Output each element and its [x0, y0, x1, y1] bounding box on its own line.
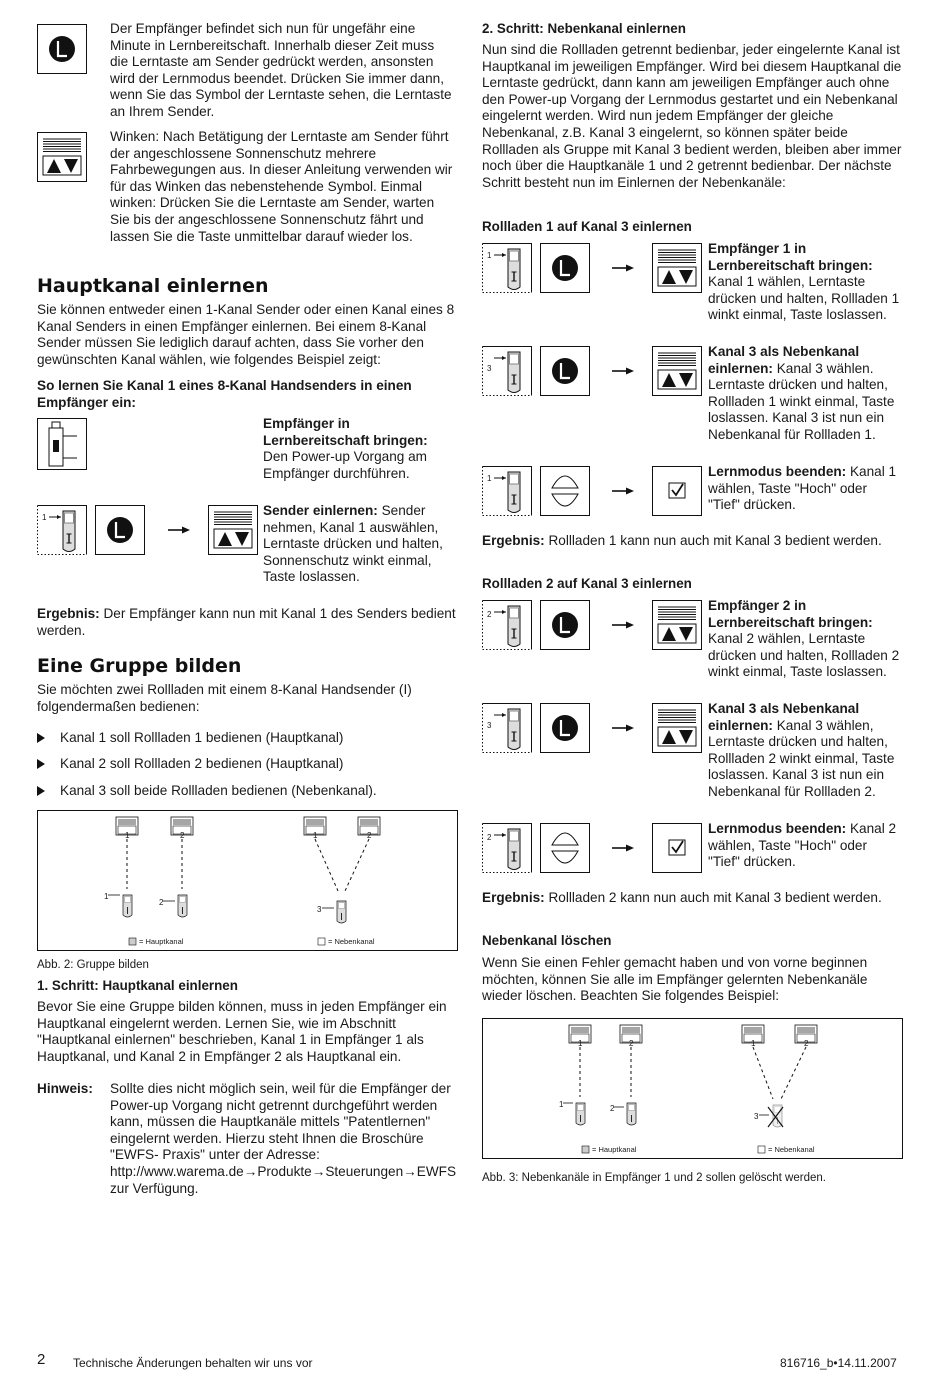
- delete-paragraph: Wenn Sie einen Fehler gemacht haben und von vorne beginnen möchten, können Sie alle im Empfänger gelernten Nebenkanäle wieder löschen. Beachten Sie folgendes Beispiel:: [482, 955, 868, 1004]
- channel-label: 3: [487, 364, 492, 373]
- arrow-icon: [612, 487, 634, 495]
- result-paragraph: Ergebnis: Der Empfänger kann nun mit Kanal 1 des Senders bedient werden.: [37, 606, 456, 638]
- arrow-icon: [612, 844, 634, 852]
- delete-heading: Nebenkanal löschen: [482, 933, 612, 948]
- receiver-device-icon: [37, 418, 87, 470]
- wink-icon: [652, 346, 702, 396]
- channel-label: 1: [487, 474, 492, 483]
- heading-hauptkanal: Hauptkanal einlernen: [37, 275, 269, 297]
- learn-key-icon: [540, 600, 590, 650]
- blind-label: 2: [629, 1039, 634, 1048]
- checkmark-icon: [652, 466, 702, 516]
- arrow-icon: [168, 526, 190, 534]
- page-number: 2: [37, 1351, 46, 1368]
- wink-icon: [652, 600, 702, 650]
- learn-ready-paragraph: Der Empfänger befindet sich nun für ungefähr eine Minute in Lernbereitschaft. Innerhalb dieser Zeit muss die Lerntaste am Sender gedrückt werden, ansonsten wird der Lernmodus beendet. Drücken Sie immer dann, wenn Sie das Symbol der Lerntaste sehen, die Lerntaste an Ihrem Sender.: [110, 21, 452, 119]
- wink-icon: [37, 132, 87, 182]
- arrow-icon: [612, 724, 634, 732]
- step2-paragraph: Nun sind die Rollladen getrennt bedienbar, jeder eingelernte Kanal ist Hauptkanal im jeweiligen Empfänger. Wird bei diesem Hauptkanal die Lerntaste gedrückt, dann kann am jeweiligen Empfänger auch ohne den Power-up Vorgang der Lernmodus gestartet und ein Nebenkanal eingelernt werden. Wird nun jedem Empfänger der gleiche Nebenkanal, z.B. Kanal 3 eingelernt, so können später beide Rollladen als Gruppe mit Kanal 3 bedient werden, bleiben aber immer noch über die Hauptkanäle 1 und 2 getrennt bedienbar. Der nächste Schritt besteht nun im Einlernen der Nebenkanäle:: [482, 42, 902, 190]
- note-label: Hinweis:: [37, 1081, 93, 1096]
- legend-side: = Nebenkanal: [328, 937, 375, 946]
- up-down-keys-icon: [540, 466, 590, 516]
- r2-step1-text: Empfänger 2 in Lernbereitschaft bringen: Kanal 2 wählen, Lerntaste drücken und halten, Rollladen 2 winkt einmal, Taste loslassen.: [708, 598, 900, 680]
- footer-left-text: Technische Änderungen behalten wir uns vor: [73, 1356, 313, 1370]
- channel-label: 3: [317, 905, 322, 914]
- group-intro-paragraph: Sie möchten zwei Rollladen mit einem 8-Kanal Handsender (I) folgendermaßen bedienen:: [37, 682, 412, 714]
- bullet-item: Kanal 1 soll Rollladen 1 bedienen (Hauptkanal): [37, 730, 457, 747]
- r1-step3-text: Lernmodus beenden: Kanal 1 wählen, Taste "Hoch" oder "Tief" drücken.: [708, 464, 897, 513]
- channel-label: 3: [487, 721, 492, 730]
- bullet-triangle-icon: [37, 786, 45, 796]
- wink-icon: [652, 703, 702, 753]
- blind-label: 2: [180, 831, 185, 840]
- r2-heading: Rollladen 2 auf Kanal 3 einlernen: [482, 576, 692, 591]
- bullet-triangle-icon: [37, 759, 45, 769]
- channel-label: 2: [159, 898, 164, 907]
- learn-key-icon: [540, 703, 590, 753]
- learn-key-icon: [540, 243, 590, 293]
- learn-key-icon: [540, 346, 590, 396]
- channel-label: 2: [487, 833, 492, 842]
- figure-2-caption: Abb. 2: Gruppe bilden: [37, 959, 149, 971]
- channel-label: 3: [754, 1112, 759, 1121]
- step1-heading: 1. Schritt: Hauptkanal einlernen: [37, 978, 238, 993]
- up-down-keys-icon: [540, 823, 590, 873]
- learn-key-icon: [95, 505, 145, 555]
- step-a-text: Empfänger in Lernbereitschaft bringen: Den Power-up Vorgang am Empfänger durchführen.: [263, 416, 428, 481]
- channel-label: 2: [487, 610, 492, 619]
- blind-label: 2: [367, 831, 372, 840]
- r1-step1-text: Empfänger 1 in Lernbereitschaft bringen: Kanal 1 wählen, Lerntaste drücken und halten, Rollladen 1 winkt einmal, Taste loslassen.: [708, 241, 900, 323]
- legend-main: = Hauptkanal: [592, 1145, 637, 1154]
- channel-label: 1: [42, 513, 47, 522]
- footer-doc-id: 816716_b•14.11.2007: [780, 1356, 897, 1370]
- bullet-item: Kanal 3 soll beide Rollladen bedienen (Nebenkanal).: [37, 783, 457, 800]
- blind-label: 2: [804, 1039, 809, 1048]
- figure-group: [37, 810, 458, 951]
- legend-main: = Hauptkanal: [139, 937, 184, 946]
- wink-paragraph: Winken: Nach Betätigung der Lerntaste am Sender führt der angeschlossene Sonnenschutz mehrere Fahrbewegungen aus. In dieser Anleitung verwenden wir für das Winken das nebenstehende Symbol. Einmal winken: Drücken Sie die Lerntaste am Sender, warten Sie bis der angeschlossene Sonnenschutz fährt und lassen Sie die Taste unmittelbar darauf wieder los.: [110, 129, 453, 244]
- r2-step3-text: Lernmodus beenden: Kanal 2 wählen, Taste "Hoch" oder "Tief" drücken.: [708, 821, 897, 870]
- learn-key-icon: [37, 24, 87, 74]
- step1-paragraph: Bevor Sie eine Gruppe bilden können, muss in jeden Empfänger ein Hauptkanal eingelernt werden. Lernen Sie, wie im Abschnitt "Hauptkanal einlernen" beschrieben, Kanal 1 in Empfänger 1 als Hauptkanal, und Kanal 2 in Empfänger 2 als Hauptkanal ein.: [37, 999, 447, 1064]
- r2-result: Ergebnis: Rollladen 2 kann nun auch mit Kanal 3 bedient werden.: [482, 890, 882, 905]
- r1-step2-text: Kanal 3 als Nebenkanal einlernen: Kanal 3 wählen. Lerntaste drücken und halten, Rollladen 1 winkt einmal, Taste loslassen. Kanal 3 ist nun ein Nebenkanal für Rollladen 1.: [708, 344, 895, 442]
- blind-label: 1: [125, 831, 130, 840]
- bullet-item: Kanal 2 soll Rollladen 2 bedienen (Hauptkanal): [37, 756, 457, 773]
- channel-label: 2: [610, 1104, 615, 1113]
- wink-icon: [208, 505, 258, 555]
- wink-icon: [652, 243, 702, 293]
- r2-step2-text: Kanal 3 als Nebenkanal einlernen: Kanal 3 wählen, Lerntaste drücken und halten, Rollladen 2 winkt einmal, Taste loslassen. Kanal 3 ist nun ein Nebenkanal für Rollladen 2.: [708, 701, 895, 799]
- r1-result: Ergebnis: Rollladen 1 kann nun auch mit Kanal 3 bedient werden.: [482, 533, 882, 548]
- step2-heading: 2. Schritt: Nebenkanal einlernen: [482, 21, 686, 36]
- r1-heading: Rollladen 1 auf Kanal 3 einlernen: [482, 219, 692, 234]
- example-heading: So lernen Sie Kanal 1 eines 8-Kanal Handsenders in einen Empfänger ein:: [37, 378, 412, 410]
- blind-label: 1: [578, 1039, 583, 1048]
- figure-delete: [482, 1018, 903, 1159]
- legend-side: = Nebenkanal: [768, 1145, 815, 1154]
- channel-label: 1: [104, 892, 109, 901]
- note-paragraph: Sollte dies nicht möglich sein, weil für die Empfänger der Power-up Vorgang nicht getrennt durchgeführt werden kann, müssen die Hauptkanäle mittels "Patentlernen" eingelernt werden. Hierzu steht Ihnen die Broschüre "EWFS- Praxis" unter der Adresse: http://www.warema.de→Produkte→Steuerungen→EWFS zur Verfügung.: [110, 1081, 457, 1196]
- main-intro-paragraph: Sie können entweder einen 1-Kanal Sender oder einen Kanal eines 8 Kanal Senders in einen Empfänger einlernen. Bei einem 8-Kanal Sender müssen Sie lediglich darauf achten, dass Sie vorher den gewünschten Kanal wählen, wie folgendes Beispiel zeigt:: [37, 302, 455, 367]
- arrow-icon: [612, 621, 634, 629]
- blind-label: 1: [313, 831, 318, 840]
- channel-label: 1: [559, 1100, 564, 1109]
- blind-label: 1: [751, 1039, 756, 1048]
- bullet-triangle-icon: [37, 733, 45, 743]
- figure-3-caption: Abb. 3: Nebenkanäle in Empfänger 1 und 2 sollen gelöscht werden.: [482, 1172, 826, 1184]
- checkmark-icon: [652, 823, 702, 873]
- heading-gruppe: Eine Gruppe bilden: [37, 655, 242, 677]
- channel-label: 1: [487, 251, 492, 260]
- arrow-icon: [612, 367, 634, 375]
- step-b-text: Sender einlernen: Sender nehmen, Kanal 1 auswählen, Lerntaste drücken und halten, Sonnenschutz winkt einmal, Taste loslassen.: [263, 503, 443, 585]
- arrow-icon: [612, 264, 634, 272]
